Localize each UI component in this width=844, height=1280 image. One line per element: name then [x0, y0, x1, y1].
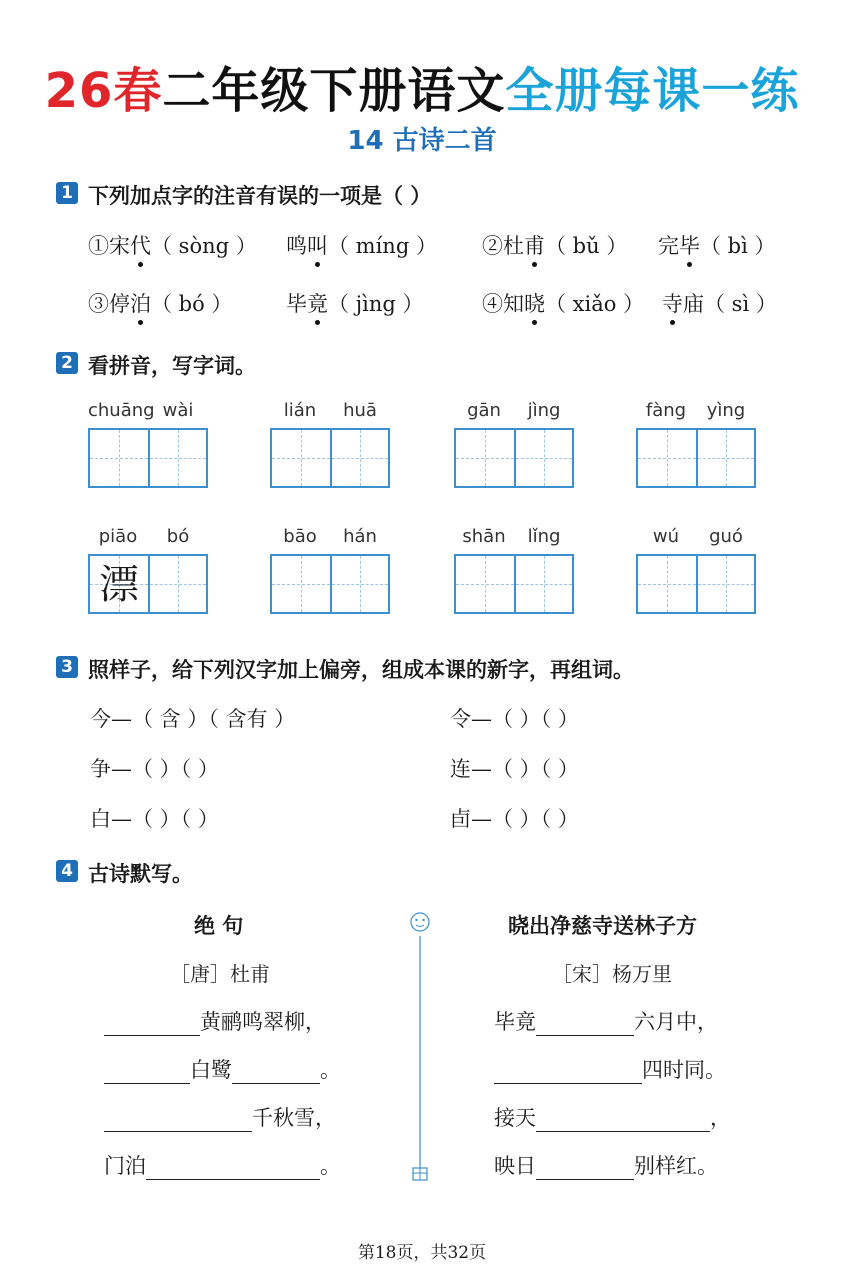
q1-option-3b: 毕竟（ jìng ） [286, 292, 424, 316]
lesson-subtitle: 14 古诗二首 [347, 126, 497, 156]
pinyin-label: fàng [645, 400, 687, 421]
question-number-4: 4 [56, 860, 78, 882]
question-number-2: 2 [56, 352, 78, 374]
writing-cell[interactable] [514, 430, 572, 486]
written-character [516, 556, 572, 612]
poem-1-author: ［唐］杜甫 [170, 962, 270, 986]
writing-cell[interactable] [330, 556, 388, 612]
writing-cell[interactable] [272, 430, 330, 486]
writing-cell[interactable] [696, 556, 754, 612]
question-3-text: 照样子，给下列汉字加上偏旁，组成本课的新字，再组词。 [88, 657, 634, 682]
written-character [456, 430, 514, 486]
writing-cell[interactable] [514, 556, 572, 612]
pinyin-label: chuāng [88, 400, 155, 421]
pinyin-label: hán [343, 526, 377, 547]
page-title [0, 52, 844, 121]
poem-1-line-2: 白鹭 。 [104, 1054, 341, 1084]
writing-grid[interactable] [636, 554, 756, 614]
writing-cell[interactable] [456, 430, 514, 486]
q1-option-1b: 鸣叫（ míng ） [286, 234, 437, 258]
poem-2-line-4: 映日 别样红。 [494, 1154, 718, 1178]
writing-cell[interactable] [696, 430, 754, 486]
written-character [272, 556, 330, 612]
written-character [150, 556, 206, 612]
answer-blank[interactable] [232, 1061, 320, 1084]
poem-1-line-1: 黄鹂鸣翠柳， [104, 1006, 326, 1036]
writing-grid[interactable] [88, 428, 208, 488]
writing-grid[interactable] [270, 428, 390, 488]
q1-option-4b: 寺庙（ sì ） [662, 292, 777, 316]
pinyin-label: shān [462, 526, 506, 547]
pinyin-label: guó [709, 526, 743, 547]
q1-option-2b: 完毕（ bì ） [658, 234, 776, 258]
title-part-black: 二年级下册语文 [162, 63, 506, 119]
writing-grid[interactable] [454, 428, 574, 488]
written-character: 漂 [98, 562, 139, 608]
pinyin-label: bāo [283, 526, 317, 547]
page-footer: 第18页，共32页 [357, 1243, 487, 1263]
poem-2-line-1: 毕竟 六月中， [494, 1010, 718, 1034]
answer-blank[interactable] [104, 1061, 190, 1084]
written-character [638, 556, 696, 612]
answer-blank[interactable] [104, 1109, 252, 1132]
question-1-text: 下列加点字的注音有误的一项是（ ） [88, 183, 432, 208]
q3-row-3b: 卣—（ ）（ ） [450, 807, 579, 831]
answer-blank[interactable] [536, 1013, 634, 1036]
question-4-text: 古诗默写。 [88, 861, 193, 886]
written-character [332, 430, 388, 486]
pinyin-label: wài [162, 400, 194, 421]
poem-2-line-3: 接天 ， [494, 1106, 731, 1130]
writing-cell[interactable] [148, 556, 206, 612]
q1-option-2a: ②杜甫（ bǔ ） [482, 234, 628, 258]
writing-cell[interactable] [90, 556, 148, 612]
pinyin-label: jìng [527, 400, 561, 421]
answer-blank[interactable] [536, 1157, 634, 1180]
q1-option-1a: ①宋代（ sòng ） [88, 234, 257, 258]
answer-blank[interactable] [104, 1013, 200, 1036]
writing-cell[interactable] [90, 430, 148, 486]
writing-cell[interactable] [638, 556, 696, 612]
written-character [698, 556, 754, 612]
divider-string-decoration [404, 906, 436, 1188]
q1-option-4a: ④知晓（ xiǎo ） [482, 292, 645, 316]
answer-blank[interactable] [494, 1061, 642, 1084]
question-2-text: 看拼音，写字词。 [88, 353, 256, 378]
poem-1-line-3: 千秋雪， [104, 1102, 336, 1132]
pinyin-label: lián [283, 400, 317, 421]
pinyin-label: bó [166, 526, 190, 547]
written-character [272, 430, 330, 486]
q3-row-2b: 连—（ ）（ ） [450, 757, 579, 781]
pinyin-label: yìng [706, 400, 746, 421]
writing-cell[interactable] [272, 556, 330, 612]
written-character [638, 430, 696, 486]
q3-row-1b: 令—（ ）（ ） [450, 707, 579, 731]
pinyin-label: piāo [98, 526, 138, 547]
poem-2-line-2: 四时同。 [494, 1054, 726, 1084]
written-character [698, 430, 754, 486]
pinyin-label: wú [652, 526, 680, 547]
q3-row-2a: 争—（ ）（ ） [90, 757, 219, 781]
written-character [516, 430, 572, 486]
title-part-blue: 全册每课一练 [505, 63, 800, 119]
written-character [90, 430, 148, 486]
writing-cell[interactable] [148, 430, 206, 486]
writing-grid[interactable] [270, 554, 390, 614]
question-number-3: 3 [56, 656, 78, 678]
title-part-red: 26春 [44, 63, 163, 119]
writing-grid[interactable] [88, 554, 208, 614]
q3-row-3a: 白—（ ）（ ） [90, 807, 219, 831]
pinyin-label: gān [467, 400, 501, 421]
writing-cell[interactable] [638, 430, 696, 486]
q1-option-3a: ③停泊（ bó ） [88, 292, 233, 316]
answer-blank[interactable] [536, 1109, 710, 1132]
question-number-1: 1 [56, 182, 78, 204]
q3-row-1a: 今—（ 含 ）（ 含有 ） [90, 707, 296, 731]
writing-cell[interactable] [456, 556, 514, 612]
poem-2-title: 晓出净慈寺送林子方 [508, 913, 697, 938]
poem-1-line-4: 门泊 。 [104, 1154, 341, 1178]
writing-grid[interactable] [636, 428, 756, 488]
writing-grid[interactable] [454, 554, 574, 614]
pinyin-label: lǐng [527, 526, 561, 547]
poem-1-title: 绝 句 [194, 913, 244, 938]
poem-2-author: ［宋］杨万里 [552, 962, 672, 986]
pinyin-label: huā [343, 400, 377, 421]
written-character [150, 430, 206, 486]
written-character [332, 556, 388, 612]
writing-cell[interactable] [330, 430, 388, 486]
written-character [456, 556, 514, 612]
answer-blank[interactable] [146, 1157, 320, 1180]
